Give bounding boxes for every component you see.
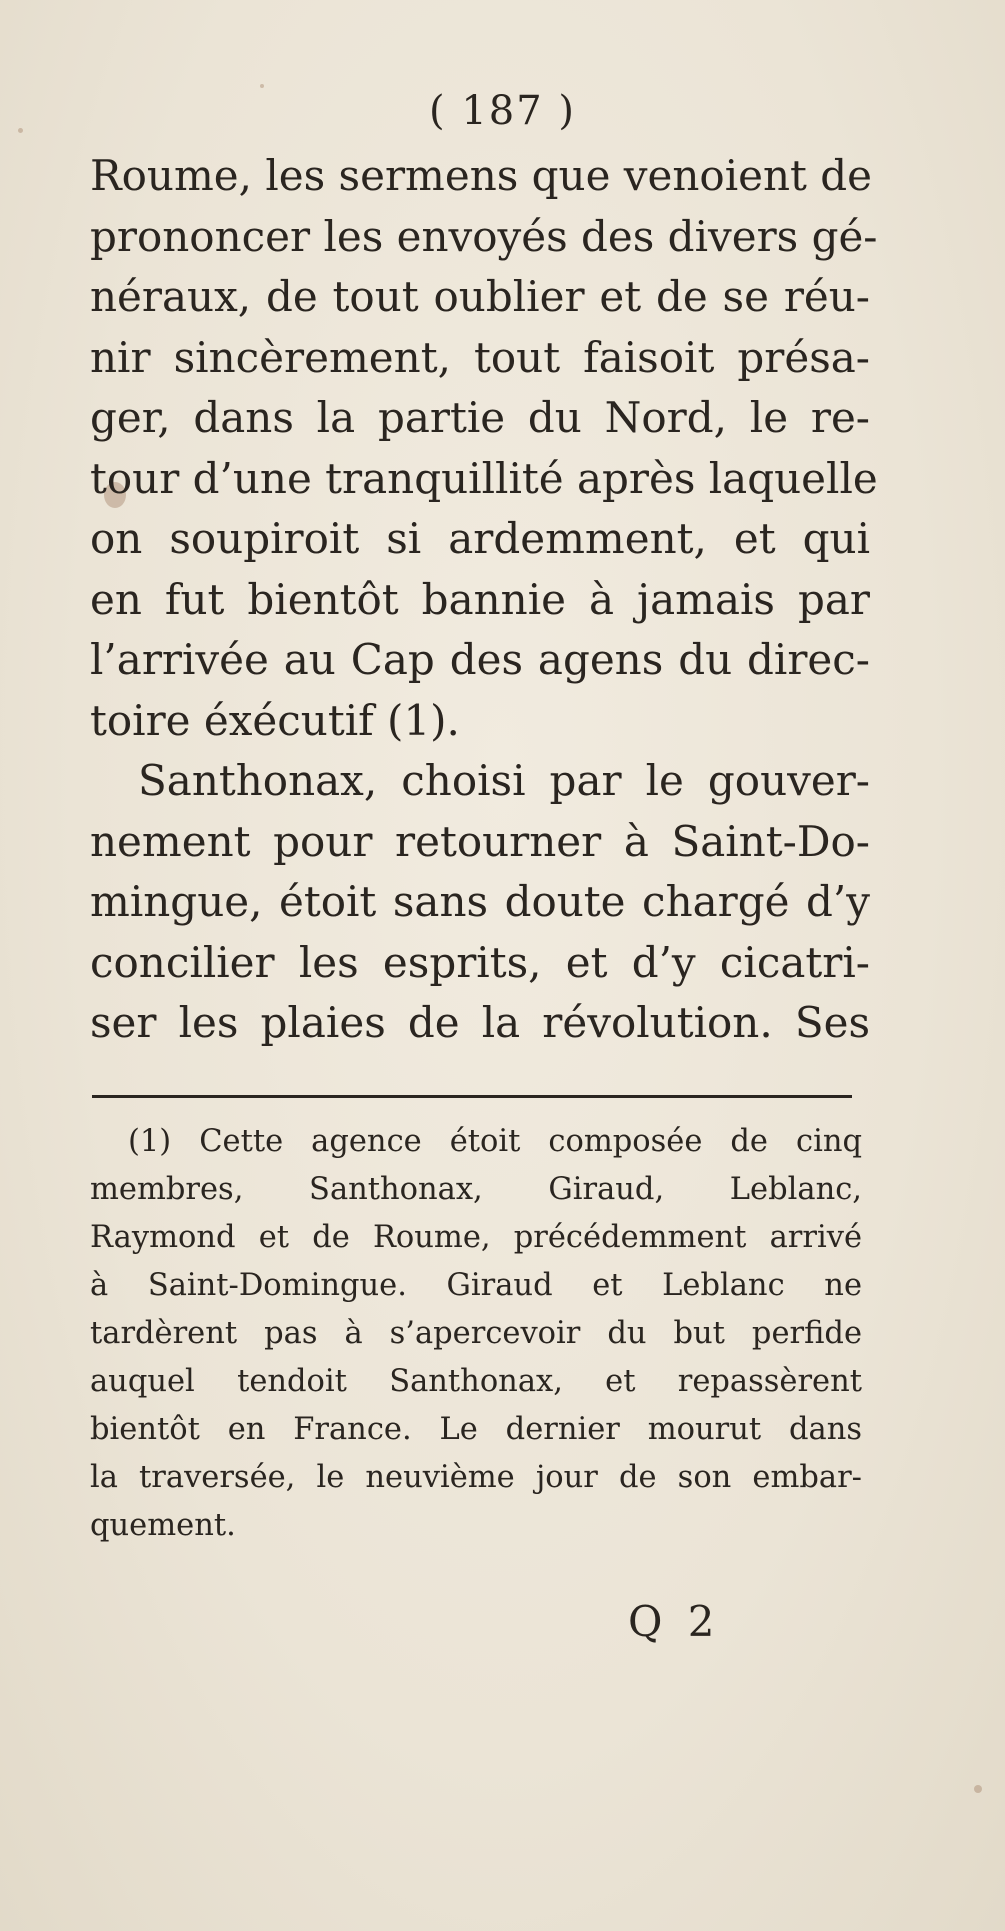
body-line: nement pour retourner à Saint-Do- <box>90 816 870 866</box>
body-line: nir sincèrement, tout faisoit présa- <box>90 332 870 382</box>
footnote-rule <box>92 1095 852 1098</box>
body-line: ser les plaies de la révolution. Ses <box>90 998 870 1047</box>
body-line: prononcer les envoyés des divers gé- <box>90 211 878 261</box>
body-line: toire éxécutif (1). <box>90 695 460 745</box>
footnote-line: la traversée, le neuvième jour de son embar- <box>90 1460 862 1495</box>
body-line: Santhonax, choisi par le gouver- <box>138 756 870 805</box>
footnote-line: quement. <box>90 1508 236 1543</box>
footnote-line: tardèrent pas à s’apercevoir du but perfide <box>90 1316 862 1351</box>
body-text <box>90 146 878 1054</box>
footnote-line: membres, Santhonax, Giraud, Leblanc, <box>90 1172 862 1207</box>
body-line: néraux, de tout oublier et de se réu- <box>90 272 870 321</box>
footnote-line: (1) Cette agence étoit composée de cinq <box>128 1124 862 1159</box>
body-line: l’arrivée au Cap des agens du direc- <box>90 635 870 684</box>
body-line: concilier les esprits, et d’y cicatri- <box>90 937 870 987</box>
body-line: Roume, les sermens que venoient de <box>90 151 873 200</box>
footnote-line: Raymond et de Roume, précédemment arrivé <box>90 1220 862 1255</box>
body-line: ger, dans la partie du Nord, le re- <box>90 393 870 442</box>
page-number-header: ( 187 ) <box>429 88 576 134</box>
signature-mark: Q 2 <box>628 1597 721 1646</box>
footnote-line: auquel tendoit Santhonax, et repassèrent <box>90 1364 862 1399</box>
body-line: mingue, étoit sans doute chargé d’y <box>90 877 870 926</box>
foxing-spot <box>974 1785 982 1793</box>
body-line: tour d’une tranquillité après laquelle <box>90 453 878 503</box>
footnote <box>90 1118 862 1550</box>
footnote-line: à Saint-Domingue. Giraud et Leblanc ne <box>90 1268 862 1303</box>
footnote-line: bientôt en France. Le dernier mourut dans <box>90 1412 862 1447</box>
body-line: on soupiroit si ardemment, et qui <box>90 514 870 563</box>
body-line: en fut bientôt bannie à jamais par <box>90 574 870 624</box>
